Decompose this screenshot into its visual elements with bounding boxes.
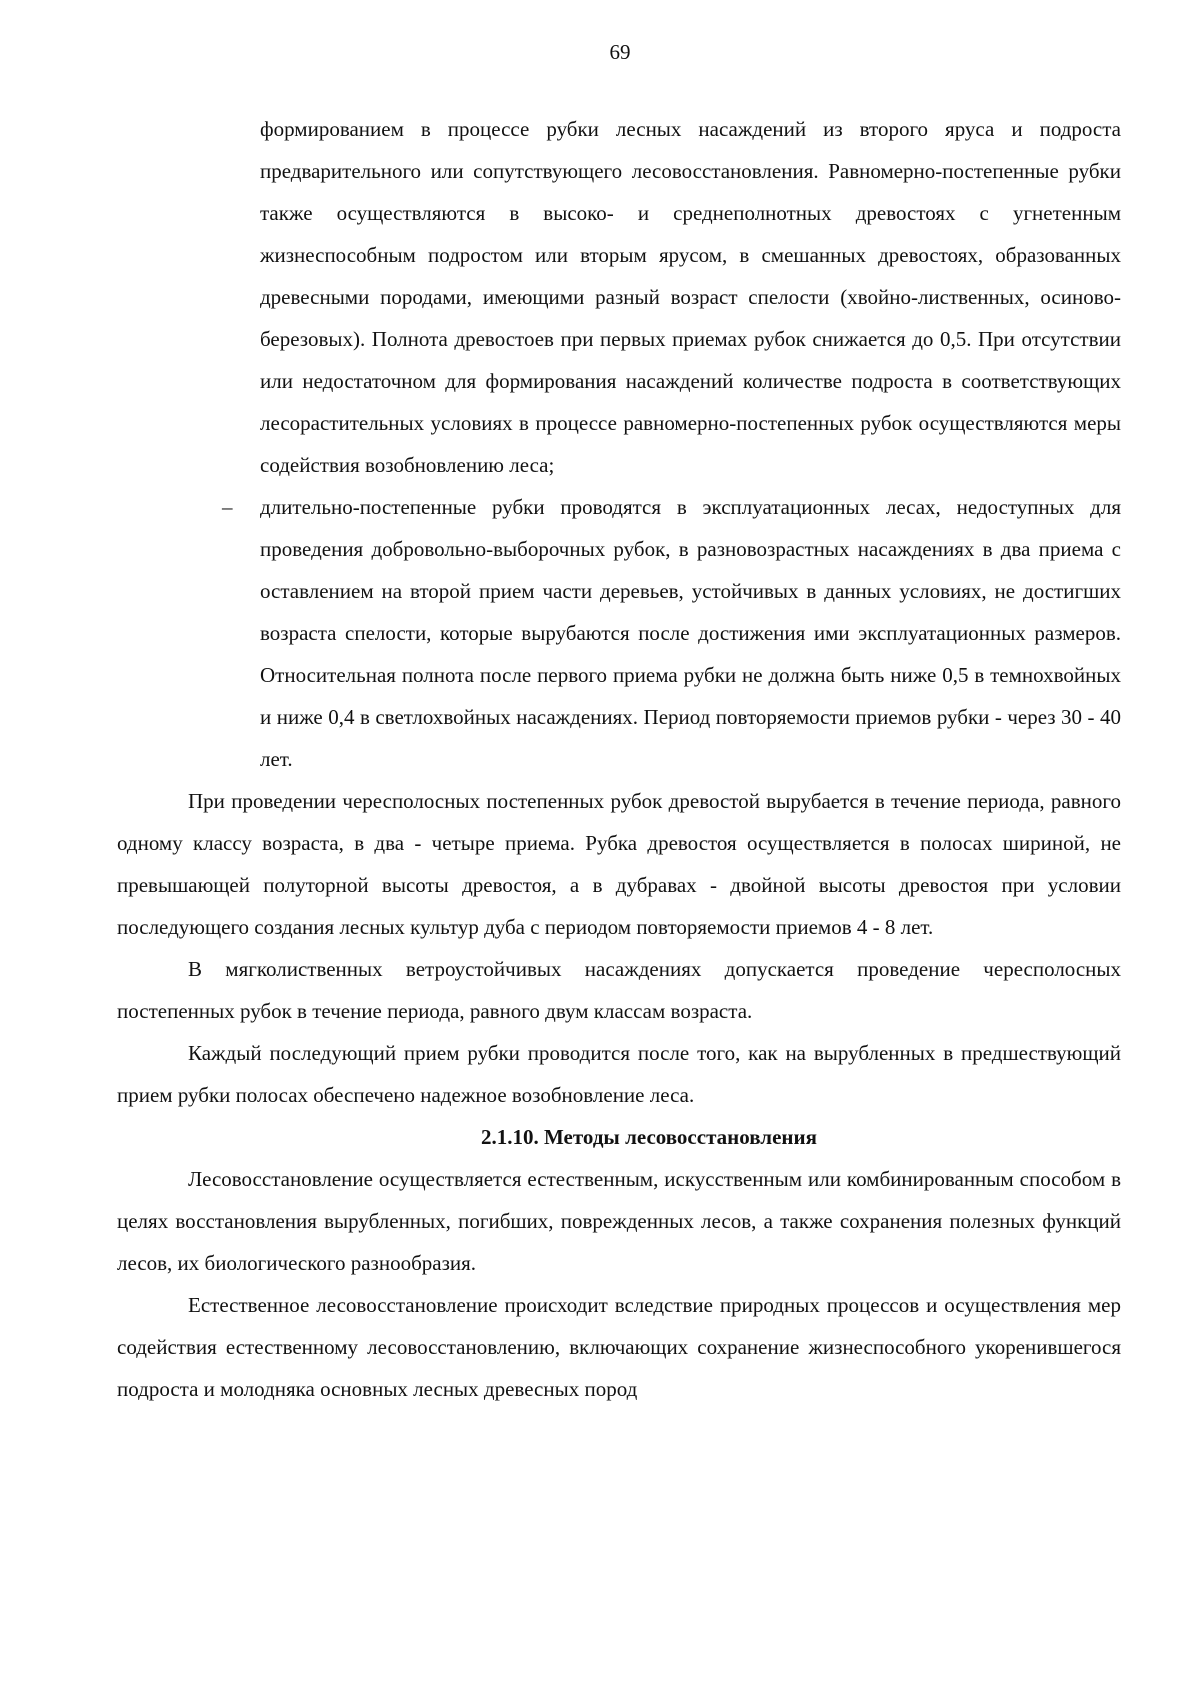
list-item-text: длительно-постепенные рубки проводятся в эксплуатационных лесах, недоступных для проведения добровольно-выборочных рубок, в разновозрастных насаждениях в два приема с оставлением на второй прием части деревьев, устойчивых в данных условиях, не достигших возраста спелости, которые вырубаются после достижения ими эксплуатационных размеров. Относительная полнота после первого приема рубки не должна быть ниже 0,5 в темнохвойных и ниже 0,4 в светлохвойных насаждениях. Период повторяемости приемов рубки - через 30 - 40 лет. (260, 495, 1121, 771)
next-stage-paragraph: Каждый последующий прием рубки проводится после того, как на вырубленных в предшествующий прием рубки полосах обеспечено надежное возобновление леса. (117, 1041, 1121, 1107)
strip-cutting-paragraph: При проведении чересполосных постепенных рубок древостой вырубается в течение периода, равного одному классу возраста, в два - четыре приема. Рубка древостоя осуществляется в полосах шириной, не превышающей полуторной высоты древостоя, а в дубравах - двойной высоты древостоя при условии последующего создания лесных культур дуба с периодом повторяемости приемов 4 - 8 лет. (117, 789, 1121, 939)
section-heading: 2.1.10. Методы лесовосстановления (481, 1125, 817, 1149)
list-dash: – (222, 495, 233, 519)
methods-paragraph: Лесовосстановление осуществляется естественным, искусственным или комбинированным способом в целях восстановления вырубленных, погибших, поврежденных лесов, а также сохранения полезных функций лесов, их биологического разнообразия. (117, 1167, 1121, 1275)
natural-regeneration-paragraph: Естественное лесовосстановление происходит вследствие природных процессов и осуществления мер содействия естественному лесовосстановлению, включающих сохранение жизнеспособного укоренившегося подроста и молодняка основных лесных древесных пород (117, 1293, 1121, 1401)
list-item (222, 486, 1121, 780)
document-body (117, 108, 1121, 1410)
page-number: 69 (609, 40, 631, 64)
continuation-paragraph: формированием в процессе рубки лесных насаждений из второго яруса и подроста предварительного или сопутствующего лесовосстановления. Равномерно-постепенные рубки также осуществляются в высоко- и среднеполнотных древостоях с угнетенным жизнеспособным подростом или вторым ярусом, в смешанных древостоях, образованных древесными породами, имеющими разный возраст спелости (хвойно-лиственных, осиново-березовых). Полнота древостоев при первых приемах рубок снижается до 0,5. При отсутствии или недостаточном для формирования насаждений количестве подроста в соответствующих лесорастительных условиях в процессе равномерно-постепенных рубок осуществляются меры содействия возобновлению леса; (260, 117, 1121, 477)
softwood-paragraph: В мягколиственных ветроустойчивых насаждениях допускается проведение чересполосных постепенных рубок в течение периода, равного двум классам возраста. (117, 957, 1121, 1023)
